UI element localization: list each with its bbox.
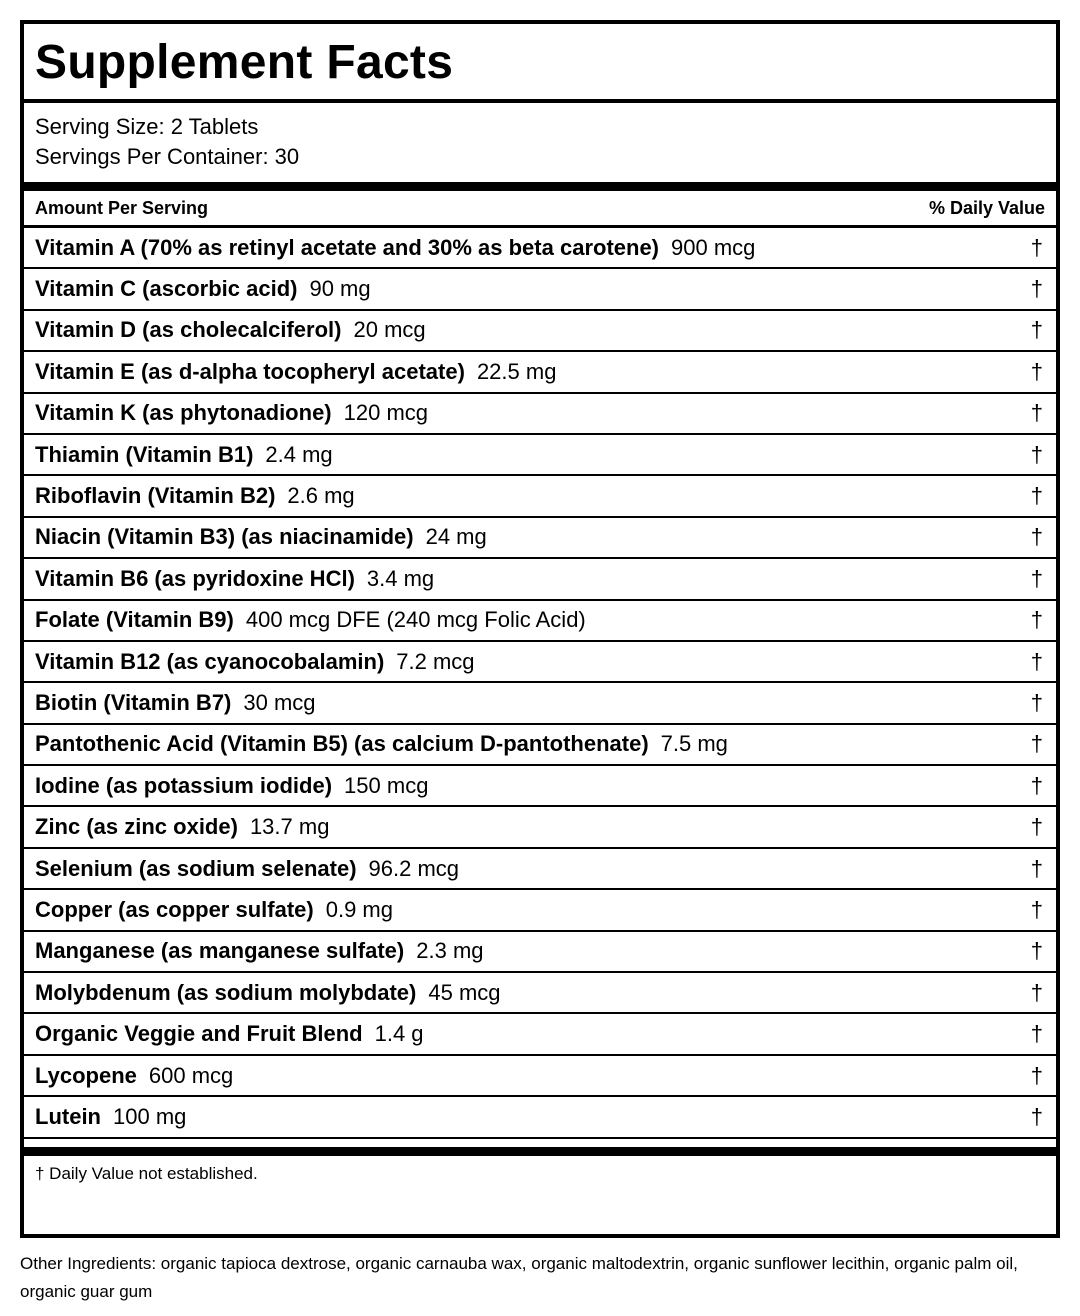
other-ingredients: Other Ingredients: organic tapioca dextrose, organic carnauba wax, organic maltodextrin, organic sunflower lecithin, organic palm oil, organic guar gum bbox=[20, 1254, 1018, 1301]
nutrient-name: Copper (as copper sulfate) bbox=[35, 896, 314, 922]
table-row bbox=[24, 435, 1056, 476]
nutrient-list bbox=[24, 228, 1056, 1139]
table-row bbox=[24, 1014, 1056, 1055]
nutrient-cell bbox=[35, 276, 371, 302]
daily-value: † bbox=[1030, 896, 1043, 922]
nutrient-amount: 2.4 mg bbox=[265, 441, 333, 467]
nutrient-cell bbox=[35, 235, 755, 261]
thick-divider-bottom bbox=[24, 1147, 1056, 1156]
daily-value: † bbox=[1030, 1062, 1043, 1088]
daily-value: † bbox=[1030, 317, 1043, 343]
daily-value: † bbox=[1030, 565, 1043, 591]
nutrient-amount: 400 mcg DFE (240 mcg Folic Acid) bbox=[245, 607, 586, 633]
daily-value: † bbox=[1030, 1103, 1043, 1129]
serving-info bbox=[24, 103, 1056, 182]
nutrient-name: Riboflavin (Vitamin B2) bbox=[35, 483, 276, 509]
nutrient-name: Vitamin C (ascorbic acid) bbox=[35, 276, 298, 302]
daily-value: † bbox=[1030, 358, 1043, 384]
nutrient-cell bbox=[35, 524, 487, 550]
daily-value: † bbox=[1030, 234, 1043, 260]
nutrient-cell bbox=[35, 400, 428, 426]
nutrient-amount: 100 mg bbox=[113, 1103, 187, 1129]
daily-value: † bbox=[1030, 607, 1043, 633]
nutrient-name: Selenium (as sodium selenate) bbox=[35, 855, 357, 881]
table-row bbox=[24, 973, 1056, 1014]
daily-value: † bbox=[1030, 938, 1043, 964]
table-row bbox=[24, 559, 1056, 600]
nutrient-cell bbox=[35, 649, 475, 675]
panel-title: Supplement Facts bbox=[24, 24, 1056, 103]
nutrient-cell bbox=[35, 442, 333, 468]
nutrient-amount: 600 mcg bbox=[148, 1062, 234, 1088]
nutrient-amount: 22.5 mg bbox=[476, 358, 557, 384]
nutrient-name: Biotin (Vitamin B7) bbox=[35, 689, 232, 715]
nutrient-name: Lutein bbox=[35, 1103, 101, 1129]
table-row bbox=[24, 518, 1056, 559]
daily-value: † bbox=[1030, 772, 1043, 798]
spacer bbox=[24, 1139, 1056, 1147]
nutrient-amount: 96.2 mcg bbox=[368, 855, 460, 881]
table-row bbox=[24, 683, 1056, 724]
nutrient-name: Folate (Vitamin B9) bbox=[35, 607, 234, 633]
daily-value: † bbox=[1030, 483, 1043, 509]
table-row bbox=[24, 352, 1056, 393]
daily-value: † bbox=[1030, 1021, 1043, 1047]
nutrient-cell bbox=[35, 773, 428, 799]
table-row bbox=[24, 1097, 1056, 1138]
supplement-facts-panel bbox=[20, 20, 1060, 1238]
daily-value: † bbox=[1030, 979, 1043, 1005]
table-row bbox=[24, 642, 1056, 683]
nutrient-cell bbox=[35, 607, 586, 633]
table-row bbox=[24, 932, 1056, 973]
nutrient-amount: 120 mcg bbox=[343, 400, 429, 426]
nutrient-cell bbox=[35, 1063, 233, 1089]
nutrient-name: Thiamin (Vitamin B1) bbox=[35, 441, 254, 467]
table-row bbox=[24, 476, 1056, 517]
nutrient-amount: 2.6 mg bbox=[287, 483, 355, 509]
nutrient-cell bbox=[35, 938, 484, 964]
nutrient-name: Iodine (as potassium iodide) bbox=[35, 772, 333, 798]
serving-size: Serving Size: 2 Tablets bbox=[35, 114, 259, 139]
nutrient-cell bbox=[35, 359, 556, 385]
nutrient-amount: 13.7 mg bbox=[249, 814, 330, 840]
daily-value: † bbox=[1030, 441, 1043, 467]
daily-value: † bbox=[1030, 276, 1043, 302]
daily-value: † bbox=[1030, 731, 1043, 757]
nutrient-cell bbox=[35, 980, 501, 1006]
daily-value: † bbox=[1030, 689, 1043, 715]
nutrient-name: Manganese (as manganese sulfate) bbox=[35, 938, 405, 964]
table-row bbox=[24, 1056, 1056, 1097]
nutrient-amount: 0.9 mg bbox=[325, 896, 393, 922]
nutrient-name: Zinc (as zinc oxide) bbox=[35, 814, 238, 840]
nutrient-name: Vitamin A (70% as retinyl acetate and 30% as beta carotene) bbox=[35, 234, 660, 260]
nutrient-name: Vitamin E (as d-alpha tocopheryl acetate) bbox=[35, 358, 465, 384]
nutrient-amount: 150 mcg bbox=[344, 772, 429, 798]
table-row bbox=[24, 849, 1056, 890]
table-row bbox=[24, 807, 1056, 848]
daily-value: † bbox=[1030, 814, 1043, 840]
table-row bbox=[24, 725, 1056, 766]
footnote: † Daily Value not established. bbox=[35, 1163, 258, 1183]
nutrient-cell bbox=[35, 897, 393, 923]
nutrient-cell bbox=[35, 1021, 424, 1047]
thick-divider bbox=[24, 182, 1056, 191]
nutrient-cell bbox=[35, 690, 316, 716]
daily-value: † bbox=[1030, 855, 1043, 881]
table-row bbox=[24, 311, 1056, 352]
nutrient-amount: 20 mcg bbox=[353, 317, 426, 343]
nutrient-name: Pantothenic Acid (Vitamin B5) (as calcium D-pantothenate) bbox=[35, 731, 649, 757]
nutrient-amount: 3.4 mg bbox=[366, 565, 435, 591]
daily-value: † bbox=[1030, 524, 1043, 550]
table-row bbox=[24, 394, 1056, 435]
nutrient-amount: 7.5 mg bbox=[660, 731, 728, 757]
nutrient-cell bbox=[35, 1104, 186, 1130]
nutrient-name: Vitamin B6 (as pyridoxine HCl) bbox=[35, 565, 355, 591]
nutrient-cell bbox=[35, 483, 355, 509]
table-row bbox=[24, 766, 1056, 807]
nutrient-name: Vitamin B12 (as cyanocobalamin) bbox=[35, 648, 385, 674]
nutrient-name: Organic Veggie and Fruit Blend bbox=[35, 1021, 363, 1047]
table-row bbox=[24, 890, 1056, 931]
daily-value: † bbox=[1030, 648, 1043, 674]
nutrient-name: Lycopene bbox=[35, 1062, 137, 1088]
nutrient-amount: 2.3 mg bbox=[416, 938, 484, 964]
nutrient-amount: 24 mg bbox=[425, 524, 487, 550]
nutrient-name: Vitamin K (as phytonadione) bbox=[35, 400, 332, 426]
table-row bbox=[24, 269, 1056, 310]
daily-value-label: % Daily Value bbox=[928, 197, 1045, 218]
nutrient-amount: 30 mcg bbox=[243, 689, 316, 715]
table-row bbox=[24, 601, 1056, 642]
amount-per-serving-label: Amount Per Serving bbox=[35, 197, 209, 218]
nutrient-name: Vitamin D (as cholecalciferol) bbox=[35, 317, 342, 343]
nutrient-amount: 45 mcg bbox=[428, 979, 501, 1005]
nutrient-amount: 1.4 g bbox=[374, 1021, 424, 1047]
daily-value: † bbox=[1030, 400, 1043, 426]
nutrient-amount: 90 mg bbox=[309, 276, 371, 302]
nutrient-amount: 900 mcg bbox=[671, 234, 756, 260]
nutrient-name: Molybdenum (as sodium molybdate) bbox=[35, 979, 417, 1005]
nutrient-name: Niacin (Vitamin B3) (as niacinamide) bbox=[35, 524, 414, 550]
nutrient-amount: 7.2 mcg bbox=[396, 648, 475, 674]
nutrient-cell bbox=[35, 814, 329, 840]
nutrient-cell bbox=[35, 856, 459, 882]
column-header-row bbox=[24, 191, 1056, 228]
nutrient-cell bbox=[35, 566, 434, 592]
nutrient-cell bbox=[35, 317, 426, 343]
table-row bbox=[24, 228, 1056, 269]
servings-per-container: Servings Per Container: 30 bbox=[35, 144, 300, 169]
nutrient-cell bbox=[35, 731, 728, 757]
